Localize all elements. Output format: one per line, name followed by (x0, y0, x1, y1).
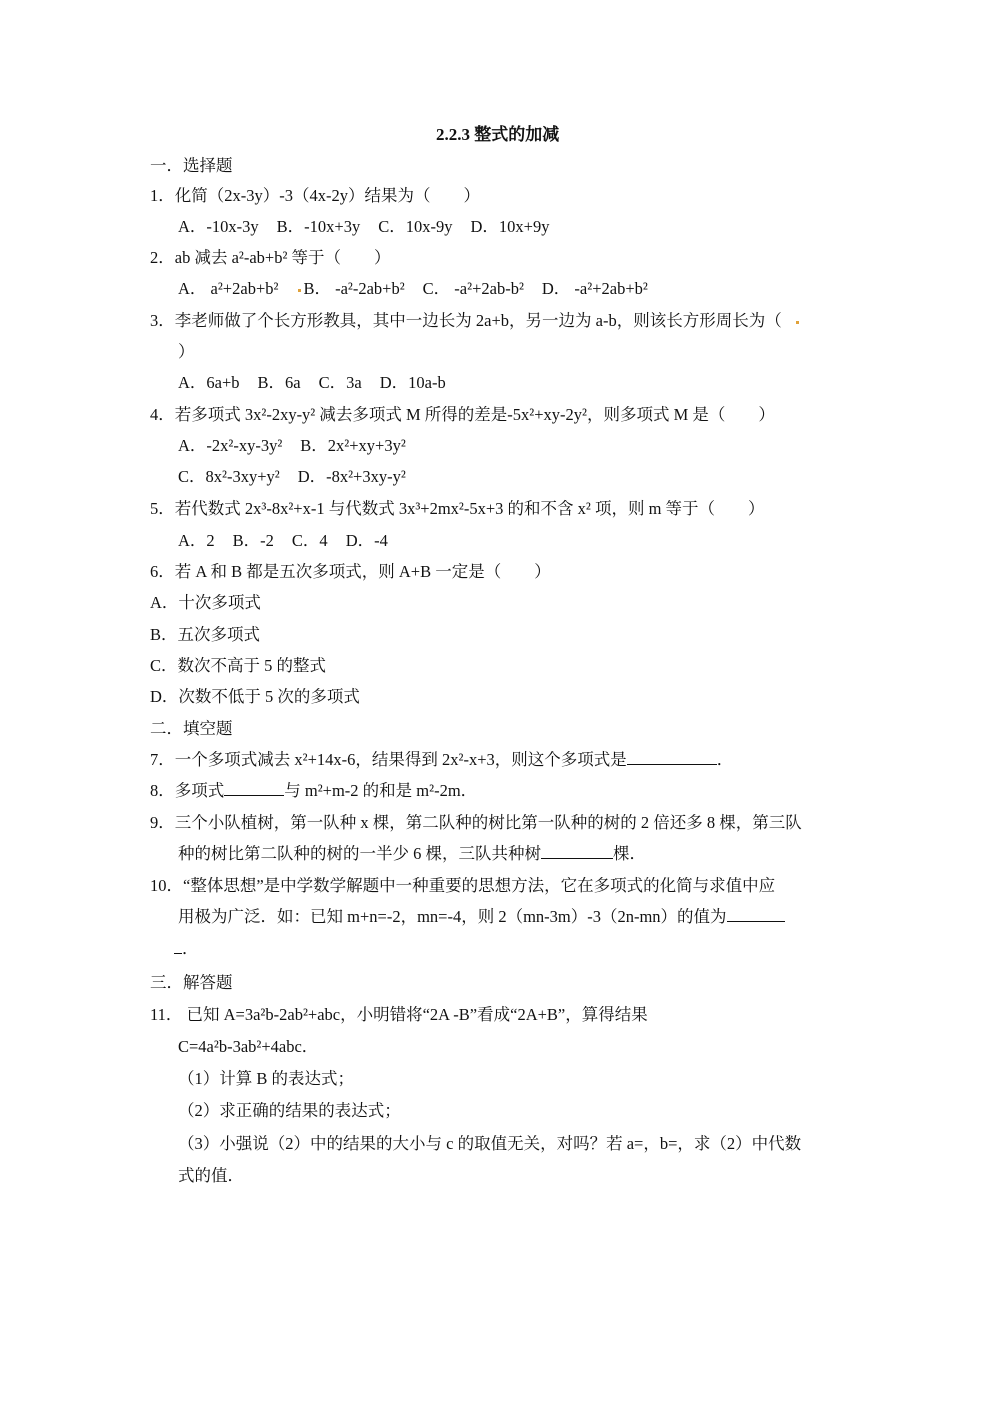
q4-option-d: D．-8x²+3xy-y² (297, 467, 406, 486)
question-2-options (178, 278, 666, 300)
section-choice-heading: 一．选择题 (150, 156, 233, 175)
q3-option-d: D．10a-b (379, 373, 446, 392)
q5-option-a: A．2 (178, 531, 215, 550)
q3-option-c: C．3a (318, 373, 362, 392)
question-9-line1: 9．三个小队植树，第一队种 x 棵，第二队种的树比第一队种的树的 2 倍还多 8 棵，第三队 (150, 813, 802, 832)
question-5-stem: 5．若代数式 2x³-8x²+x-1 与代数式 3x³+2mx²-5x+3 的和不含 x² 项，则 m 等于（ ） (150, 499, 765, 518)
stray-mark (796, 321, 799, 324)
q9-text-before: 种的树比第二队种的树的一半少 6 棵，三队共种树 (178, 844, 541, 863)
question-11-part3-line1: （3）小强说（2）中的结果的大小与 c 的取值无关，对吗？若 a=，b=，求（2）中代数 (178, 1134, 802, 1153)
answer-blank (727, 907, 785, 922)
q6-option-a: A．十次多项式 (150, 593, 261, 612)
q2-option-c: C． -a²+2ab-b² (422, 279, 524, 298)
question-4-options-row2 (178, 466, 424, 488)
question-1-stem: 1．化简（2x-3y）-3（4x-2y）结果为（ ） (150, 186, 480, 205)
q1-option-c: C．10x-9y (378, 217, 453, 236)
q8-text-after: 与 m²+m-2 的和是 m²-2m． (284, 781, 478, 800)
question-11-line2: C=4a²b-3ab²+4abc． (178, 1037, 319, 1056)
question-4-stem: 4．若多项式 3x²-2xy-y² 减去多项式 M 所得的差是-5x²+xy-2y²，则多项式 M 是（ ） (150, 405, 775, 424)
question-10-line2 (178, 906, 785, 928)
answer-blank (627, 750, 717, 765)
question-9-line2 (178, 843, 646, 865)
q8-text-before: 8．多项式 (150, 781, 225, 800)
question-5-options (178, 530, 406, 552)
question-7 (150, 749, 733, 771)
stray-mark (298, 289, 301, 292)
q9-text-after: 棵． (613, 844, 646, 863)
answer-blank (541, 844, 613, 859)
q4-option-b: B．2x²+xy+3y² (300, 436, 406, 455)
question-3-stem (150, 310, 801, 332)
q2-option-b: B． -a²-2ab+b² (303, 279, 405, 298)
q1-option-a: A．-10x-3y (178, 217, 259, 236)
section-fill-heading: 二．填空题 (150, 719, 233, 738)
q1-option-b: B．-10x+3y (276, 217, 361, 236)
q3-option-b: B．6a (257, 373, 301, 392)
question-10-line1: 10．“整体思想”是中学数学解题中一种重要的思想方法，它在多项式的化简与求值中应 (150, 876, 776, 895)
question-11-line1: 11． 已知 A=3a²b-2ab²+abc，小明错将“2A -B”看成“2A+B”，算得结果 (150, 1005, 648, 1024)
q7-text-after: ． (716, 750, 734, 769)
page-title: 2.2.3 整式的加减 (436, 125, 560, 144)
q10-text-after: ． (182, 939, 199, 958)
q4-option-a: A．-2x²-xy-3y² (178, 436, 283, 455)
q10-text: 用极为广泛．如：已知 m+n=-2，mn=-4，则 2（mn-3m）-3（2n-mn）的值为 (178, 907, 727, 926)
q2-option-a: A． a²+2ab+b² (178, 279, 279, 298)
q1-option-d: D．10x+9y (470, 217, 550, 236)
q5-option-c: C．4 (291, 531, 328, 550)
q6-option-c: C．数次不高于 5 的整式 (150, 656, 327, 675)
q3-option-a: A．6a+b (178, 373, 240, 392)
answer-blank (174, 939, 182, 954)
q6-option-b: B．五次多项式 (150, 625, 261, 644)
q5-option-d: D．-4 (345, 531, 388, 550)
question-3-stem-text: 3．李老师做了个长方形教具，其中一边长为 2a+b，另一边为 a-b，则该长方形周长为（ (150, 311, 782, 330)
q4-option-c: C．8x²-3xy+y² (178, 467, 280, 486)
question-3-stem-continued: ） (178, 342, 195, 361)
q5-option-b: B．-2 (232, 531, 274, 550)
q7-text-before: 7．一个多项式减去 x²+14x-6，结果得到 2x²-x+3，则这个多项式是 (150, 750, 627, 769)
question-11-part3-line2: 式的值． (178, 1166, 244, 1185)
q2-option-d: D． -a²+2ab+b² (541, 279, 648, 298)
question-10-line3 (174, 938, 199, 960)
question-1-options (178, 216, 567, 238)
question-4-options-row1 (178, 435, 424, 457)
q6-option-d: D．次数不低于 5 次的多项式 (150, 687, 360, 706)
question-6-stem: 6．若 A 和 B 都是五次多项式，则 A+B 一定是（ ） (150, 562, 551, 581)
question-11-part2: （2）求正确的结果的表达式； (178, 1101, 401, 1120)
question-3-options (178, 372, 464, 394)
section-solve-heading: 三．解答题 (150, 973, 233, 992)
question-8 (150, 780, 477, 802)
answer-blank (224, 781, 284, 796)
question-11-part1: （1）计算 B 的表达式； (178, 1069, 355, 1088)
question-2-stem: 2．ab 减去 a²-ab+b² 等于（ ） (150, 248, 391, 267)
